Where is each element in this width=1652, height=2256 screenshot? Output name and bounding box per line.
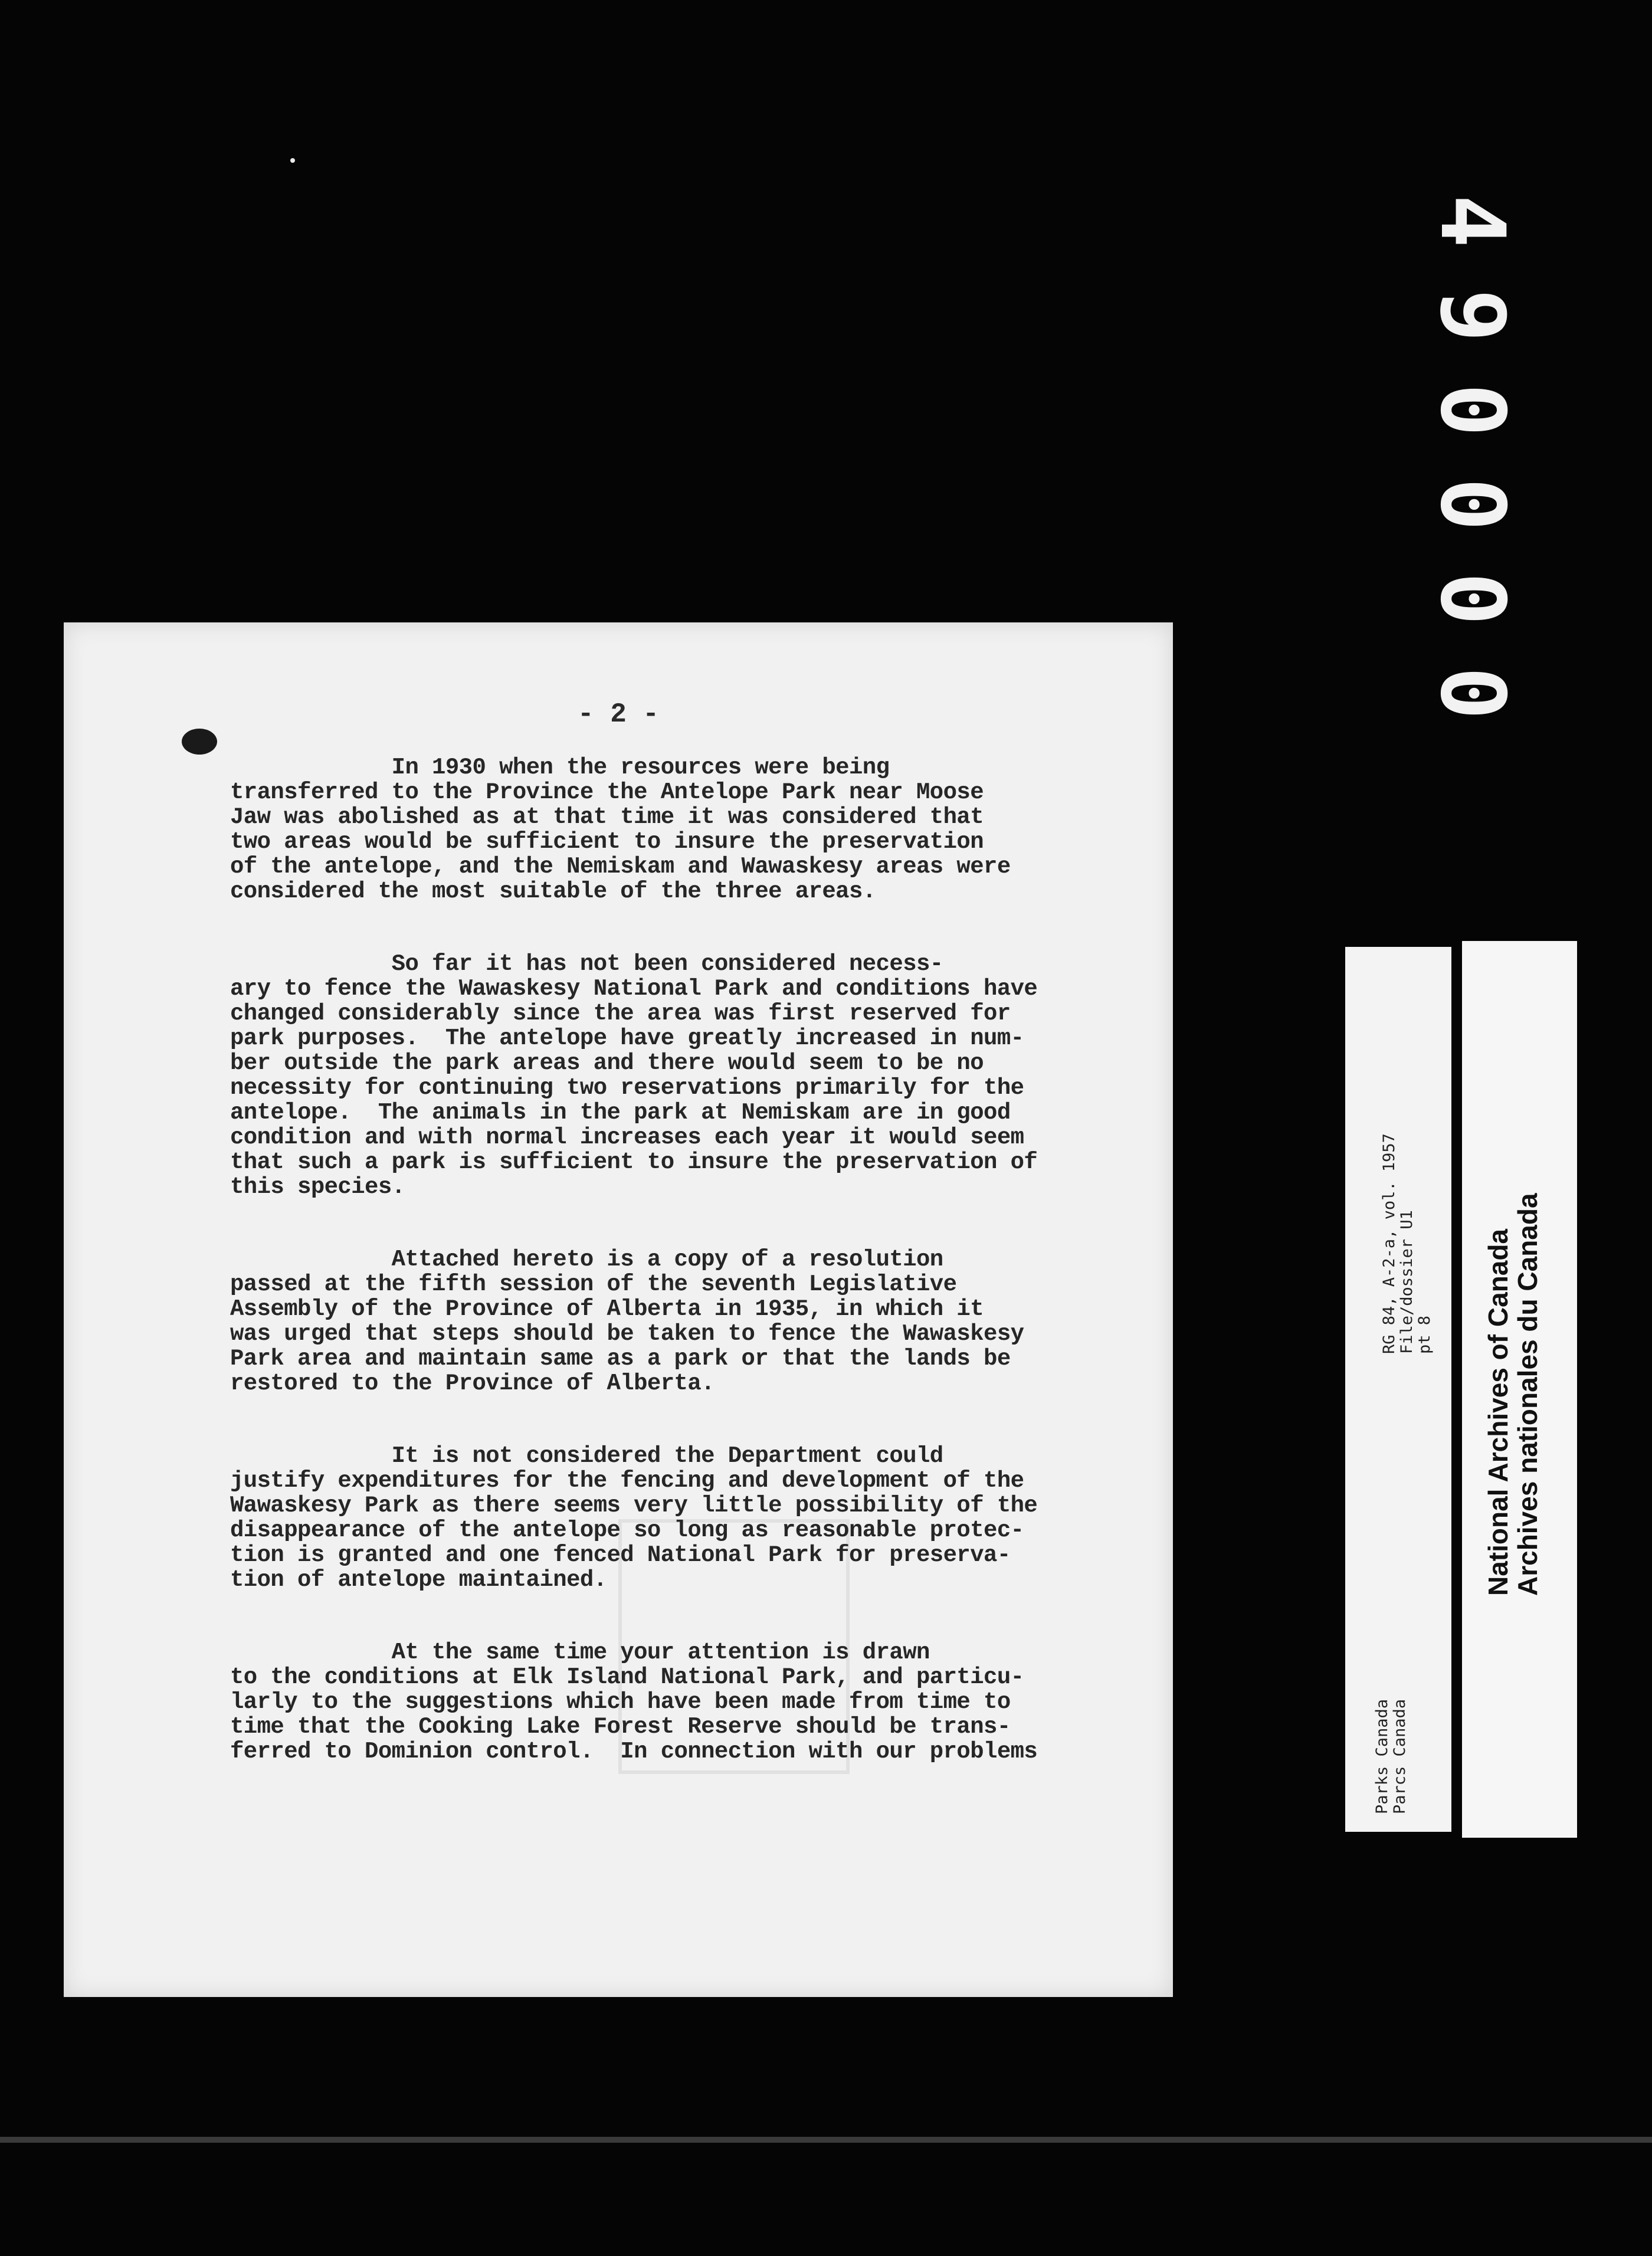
text-line: disappearance of the antelope so long as reasonable protec-: [230, 1517, 1024, 1543]
film-speck: [290, 158, 295, 163]
archives-name-fr: Archives nationales du Canada: [1512, 1193, 1543, 1596]
text-line: tion is granted and one fenced National Park for preserva-: [230, 1542, 1011, 1568]
paragraph: [230, 1444, 1133, 1592]
text-line: park purposes. The antelope have greatly increased in num-: [230, 1025, 1024, 1051]
frame-digit: 0: [1421, 477, 1523, 532]
reference-line: pt 8: [1415, 1315, 1434, 1354]
paragraph: [230, 952, 1133, 1199]
agency-fr: Parcs Canada: [1391, 1698, 1409, 1814]
film-edge-band: [0, 2137, 1652, 2143]
text-line: transferred to the Province the Antelope Park near Moose: [230, 779, 984, 805]
paragraph: [230, 755, 1133, 904]
text-line: considered the most suitable of the three areas.: [230, 878, 876, 904]
text-line: It is not considered the Department could: [230, 1443, 943, 1469]
reference-line: RG 84, A-2-a, vol. 1957: [1380, 1133, 1398, 1354]
letter-body: [230, 755, 1133, 1764]
archival-reference: [1381, 1133, 1434, 1354]
text-line: time that the Cooking Lake Forest Reserve should be trans-: [230, 1714, 1011, 1740]
text-line: this species.: [230, 1174, 405, 1200]
reference-line: File/dossier U1: [1398, 1210, 1416, 1354]
frame-digit: 0: [1421, 666, 1523, 720]
text-line: Jaw was abolished as at that time it was considered that: [230, 804, 984, 830]
frame-digit: 0: [1421, 383, 1523, 437]
text-line: larly to the suggestions which have been made from time to: [230, 1689, 1011, 1715]
text-line: ferred to Dominion control. In connection with our problems: [230, 1739, 1038, 1765]
text-line: At the same time your attention is drawn: [230, 1639, 930, 1665]
reference-label: [1345, 947, 1451, 1832]
text-line: Assembly of the Province of Alberta in 1935, in which it: [230, 1296, 984, 1322]
text-line: Park area and maintain same as a park or that the lands be: [230, 1346, 1011, 1372]
text-line: antelope. The animals in the park at Nemiskam are in good: [230, 1100, 1011, 1126]
text-line: justify expenditures for the fencing and development of the: [230, 1468, 1024, 1494]
text-line: So far it has not been considered necess-: [230, 951, 943, 977]
text-line: Wawaskesy Park as there seems very little possibility of the: [230, 1493, 1038, 1519]
agency-en: Parks Canada: [1373, 1698, 1391, 1814]
paragraph: [230, 1247, 1133, 1396]
document-page: [64, 622, 1173, 1997]
frame-digit: 4: [1421, 194, 1523, 248]
frame-digit: 0: [1421, 572, 1523, 626]
text-line: changed considerably since the area was first reserved for: [230, 1001, 1011, 1027]
paragraph: [230, 1640, 1133, 1764]
archives-label: [1462, 941, 1577, 1838]
text-line: that such a park is sufficient to insure the preservation of: [230, 1149, 1038, 1175]
text-line: tion of antelope maintained.: [230, 1567, 607, 1593]
agency-block: [1374, 1699, 1409, 1814]
text-line: necessity for continuing two reservations primarily for the: [230, 1075, 1024, 1101]
archives-name-block: [1483, 1193, 1542, 1596]
text-line: condition and with normal increases each year it would seem: [230, 1124, 1024, 1150]
text-line: ber outside the park areas and there would seem to be no: [230, 1050, 984, 1076]
ink-smudge: [182, 729, 217, 755]
text-line: was urged that steps should be taken to fence the Wawaskesy: [230, 1321, 1024, 1347]
text-line: restored to the Province of Alberta.: [230, 1370, 714, 1396]
text-line: In 1930 when the resources were being: [230, 755, 890, 781]
text-line: to the conditions at Elk Island National Park, and particu-: [230, 1664, 1024, 1690]
text-line: Attached hereto is a copy of a resolution: [230, 1247, 943, 1273]
text-line: passed at the fifth session of the seventh Legislative: [230, 1271, 957, 1297]
archives-name-en: National Archives of Canada: [1483, 1228, 1513, 1596]
frame-number: [1419, 177, 1525, 743]
text-line: of the antelope, and the Nemiskam and Wawaskesy areas were: [230, 854, 1011, 880]
text-line: ary to fence the Wawaskesy National Park and conditions have: [230, 976, 1038, 1002]
text-line: two areas would be sufficient to insure the preservation: [230, 829, 984, 855]
frame-digit: 9: [1421, 288, 1523, 343]
page-number: - 2 -: [577, 699, 660, 730]
